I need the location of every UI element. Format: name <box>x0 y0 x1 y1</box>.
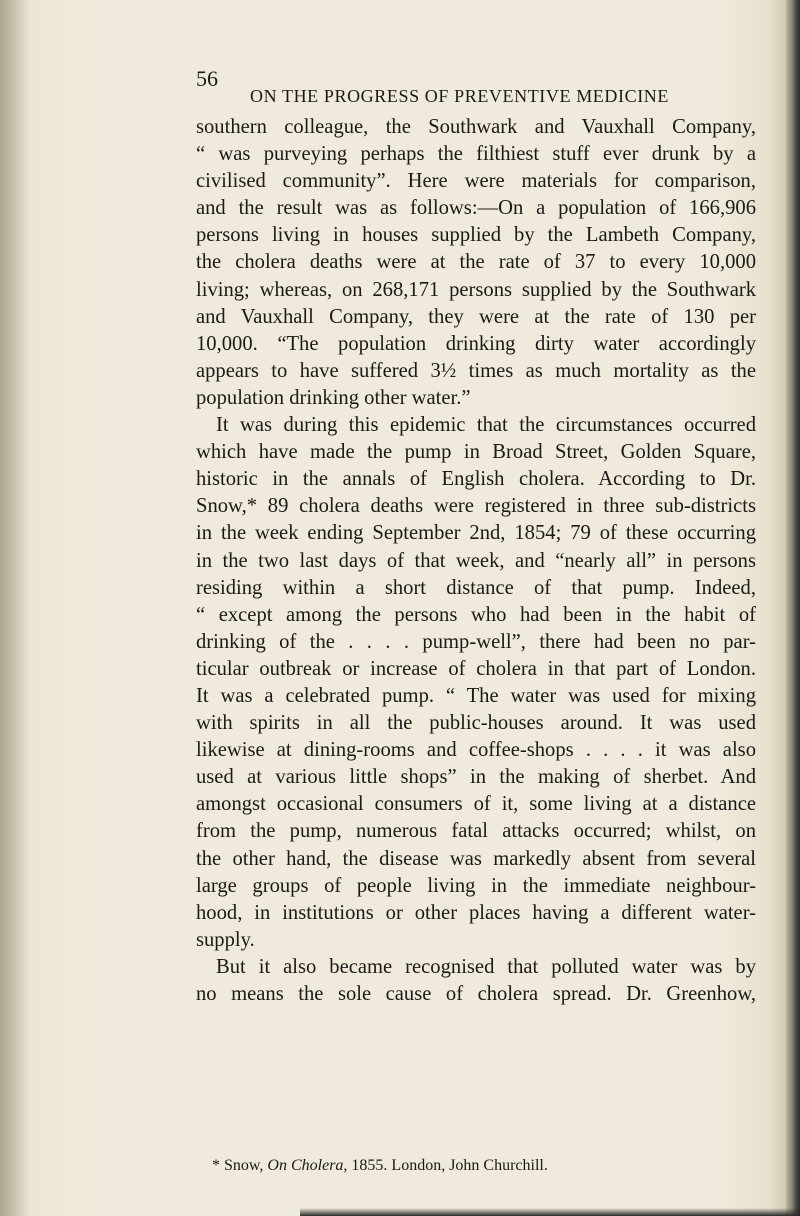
running-head: ON THE PROGRESS OF PREVENTIVE MEDICINE <box>250 86 669 106</box>
page-bottom-edge <box>300 1208 800 1216</box>
text-line: “ except among the persons who had been in the habit of <box>196 603 756 626</box>
text-line: in the week ending September 2nd, 1854; 79 of these occurring <box>196 522 756 545</box>
text-line: 10,000. “The population drinking dirty water accordingly <box>196 332 756 355</box>
text-line: It was during this epidemic that the circumstances occurred <box>216 414 756 437</box>
page-number: 56 <box>196 66 218 91</box>
footnote-title: On Cholera <box>267 1157 344 1174</box>
text-line: “ was purveying perhaps the filthiest stuff ever drunk by a <box>196 143 756 166</box>
text-line: with spirits in all the public-houses around. It was used <box>196 712 756 735</box>
text-line: It was a celebrated pump. “ The water was used for mixing <box>196 684 756 707</box>
text-line: historic in the annals of English cholera. According to Dr. <box>196 468 756 491</box>
footnote <box>212 1156 752 1176</box>
text-line: But it also became recognised that polluted water was by <box>216 955 756 978</box>
text-line: civilised community”. Here were materials for comparison, <box>196 170 756 193</box>
text-line: and Vauxhall Company, they were at the rate of 130 per <box>196 305 756 328</box>
text-line: Snow,* 89 cholera deaths were registered in three sub-districts <box>196 495 756 518</box>
text-line: southern colleague, the Southwark and Vauxhall Company, <box>196 116 756 138</box>
text-line: living; whereas, on 268,171 persons supplied by the Southwark <box>196 278 756 301</box>
text-line: appears to have suffered 3½ times as much mortality as the <box>196 359 756 382</box>
text-line: which have made the pump in Broad Street, Golden Square, <box>196 441 756 464</box>
text-line: in the two last days of that week, and “nearly all” in persons <box>196 549 756 572</box>
text-line: supply. <box>196 928 255 951</box>
footnote-marker: * Snow, <box>212 1157 268 1174</box>
text-line: ticular outbreak or increase of cholera in that part of London. <box>196 657 756 680</box>
text-line: amongst occasional consumers of it, some living at a distance <box>196 793 756 816</box>
body-text <box>196 114 756 1008</box>
binding-shadow <box>0 0 30 1216</box>
text-line: residing within a short distance of that pump. Indeed, <box>196 576 756 599</box>
text-line: no means the sole cause of cholera spread. Dr. Greenhow, <box>196 983 756 1005</box>
text-line: drinking of the . . . . pump-well”, there had been no par- <box>196 630 756 653</box>
text-line: the cholera deaths were at the rate of 37 to every 10,000 <box>196 251 756 274</box>
text-line: likewise at dining-rooms and coffee-shops . . . . it was also <box>196 739 756 762</box>
text-line: hood, in institutions or other places having a different water- <box>196 901 756 924</box>
text-line: persons living in houses supplied by the Lambeth Company, <box>196 224 756 247</box>
text-line: and the result was as follows:—On a population of 166,906 <box>196 197 756 220</box>
footnote-rest: , 1855. London, John Churchill. <box>343 1157 548 1174</box>
text-line: the other hand, the disease was markedly absent from several <box>196 847 756 870</box>
text-line: from the pump, numerous fatal attacks occurred; whilst, on <box>196 820 756 843</box>
text-line: population drinking other water.” <box>196 386 471 409</box>
text-line: used at various little shops” in the making of sherbet. And <box>196 766 756 789</box>
text-line: large groups of people living in the immediate neighbour- <box>196 874 756 897</box>
page-edge <box>786 0 800 1216</box>
